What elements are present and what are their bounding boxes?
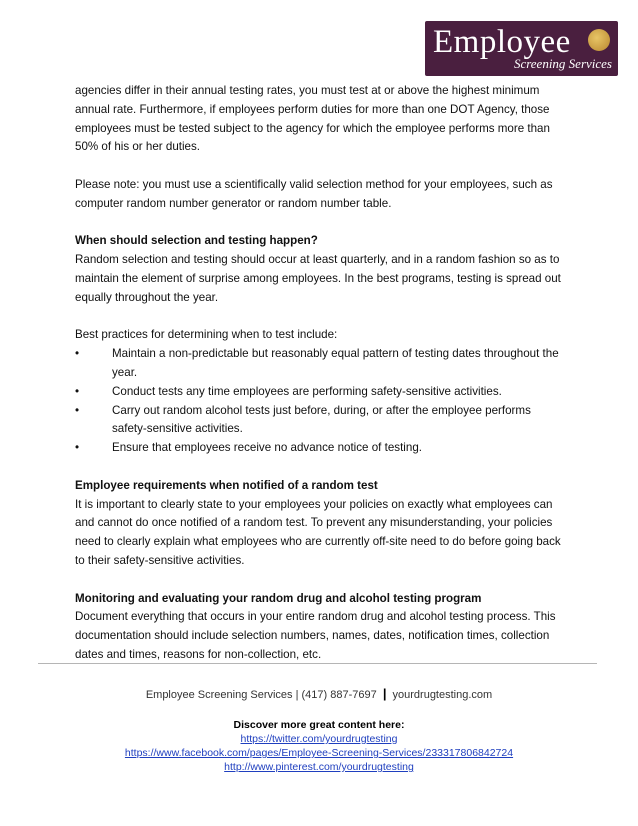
footer-divider (38, 663, 597, 664)
list-item: • Conduct tests any time employees are performing safety-sensitive activities. (75, 383, 565, 402)
list-item: • Ensure that employees receive no advance notice of testing. (75, 439, 565, 458)
twitter-link[interactable]: https://twitter.com/yourdrugtesting (240, 733, 398, 745)
paragraph-selection-method: Please note: you must use a scientifically valid selection method for your employees, such as computer random number generator or random number table. (75, 177, 553, 210)
bullet-icon: • (75, 384, 80, 398)
best-practices-list (75, 345, 565, 458)
company-logo (425, 21, 618, 76)
heading-employee-requirements: Employee requirements when notified of a random test (75, 478, 378, 492)
pinterest-link[interactable]: http://www.pinterest.com/yourdrugtesting (224, 761, 414, 773)
logo-wordmark: Employee (433, 24, 571, 60)
footer-website: yourdrugtesting.com (392, 689, 493, 701)
paragraph-monitoring: Document everything that occurs in your entire random drug and alcohol testing process. This documentation should include selection numbers, names, dates, notification times, collection dates and times, reasons for non-collection, etc. (75, 610, 556, 661)
footer-discover (0, 718, 638, 774)
paragraph-testing-rates: agencies differ in their annual testing rates, you must test at or above the highest minimum annual rate. Furthermore, if employees perform duties for more than one DOT Agency, those employees must be tested subject to the agency for which the employee performs more than 50% of his or her duties. (75, 84, 550, 154)
list-item: • Maintain a non-predictable but reasonably equal pattern of testing dates throughout the year. (75, 347, 559, 379)
bullet-icon: • (75, 403, 80, 417)
facebook-link[interactable]: https://www.facebook.com/pages/Employee-Screening-Services/233317806842724 (124, 747, 514, 759)
discover-title: Discover more great content here: (233, 719, 405, 731)
footer-contact (0, 686, 638, 701)
bullet-icon: • (75, 441, 80, 455)
list-item: • Carry out random alcohol tests just before, during, or after the employee performs safety-sensitive activities. (75, 403, 531, 436)
heading-when-selection: When should selection and testing happen? (75, 234, 318, 248)
paragraph-when-selection: Random selection and testing should occur at least quarterly, and in a random fashion so as to maintain the element of surprise among employees. In the best programs, testing is spread out equally throughout the year. (75, 253, 561, 304)
heading-monitoring: Monitoring and evaluating your random drug and alcohol testing program (75, 591, 482, 605)
best-practices-intro: Best practices for determining when to test include: (75, 328, 338, 342)
document-body (75, 82, 565, 665)
footer-separator: | (382, 686, 387, 701)
logo-seal-icon (588, 29, 610, 51)
footer-company-phone: Employee Screening Services | (417) 887-7697 (145, 689, 377, 701)
bullet-icon: • (75, 347, 80, 361)
logo-subtitle: Screening Services (513, 56, 612, 71)
paragraph-employee-requirements: It is important to clearly state to your employees your policies on exactly what employees can and cannot do once notified of a random test. To prevent any misunderstanding, your policies need to clearly explain what employees who are currently off-site need to do before going back to their safety-sensitive activities. (75, 497, 561, 567)
